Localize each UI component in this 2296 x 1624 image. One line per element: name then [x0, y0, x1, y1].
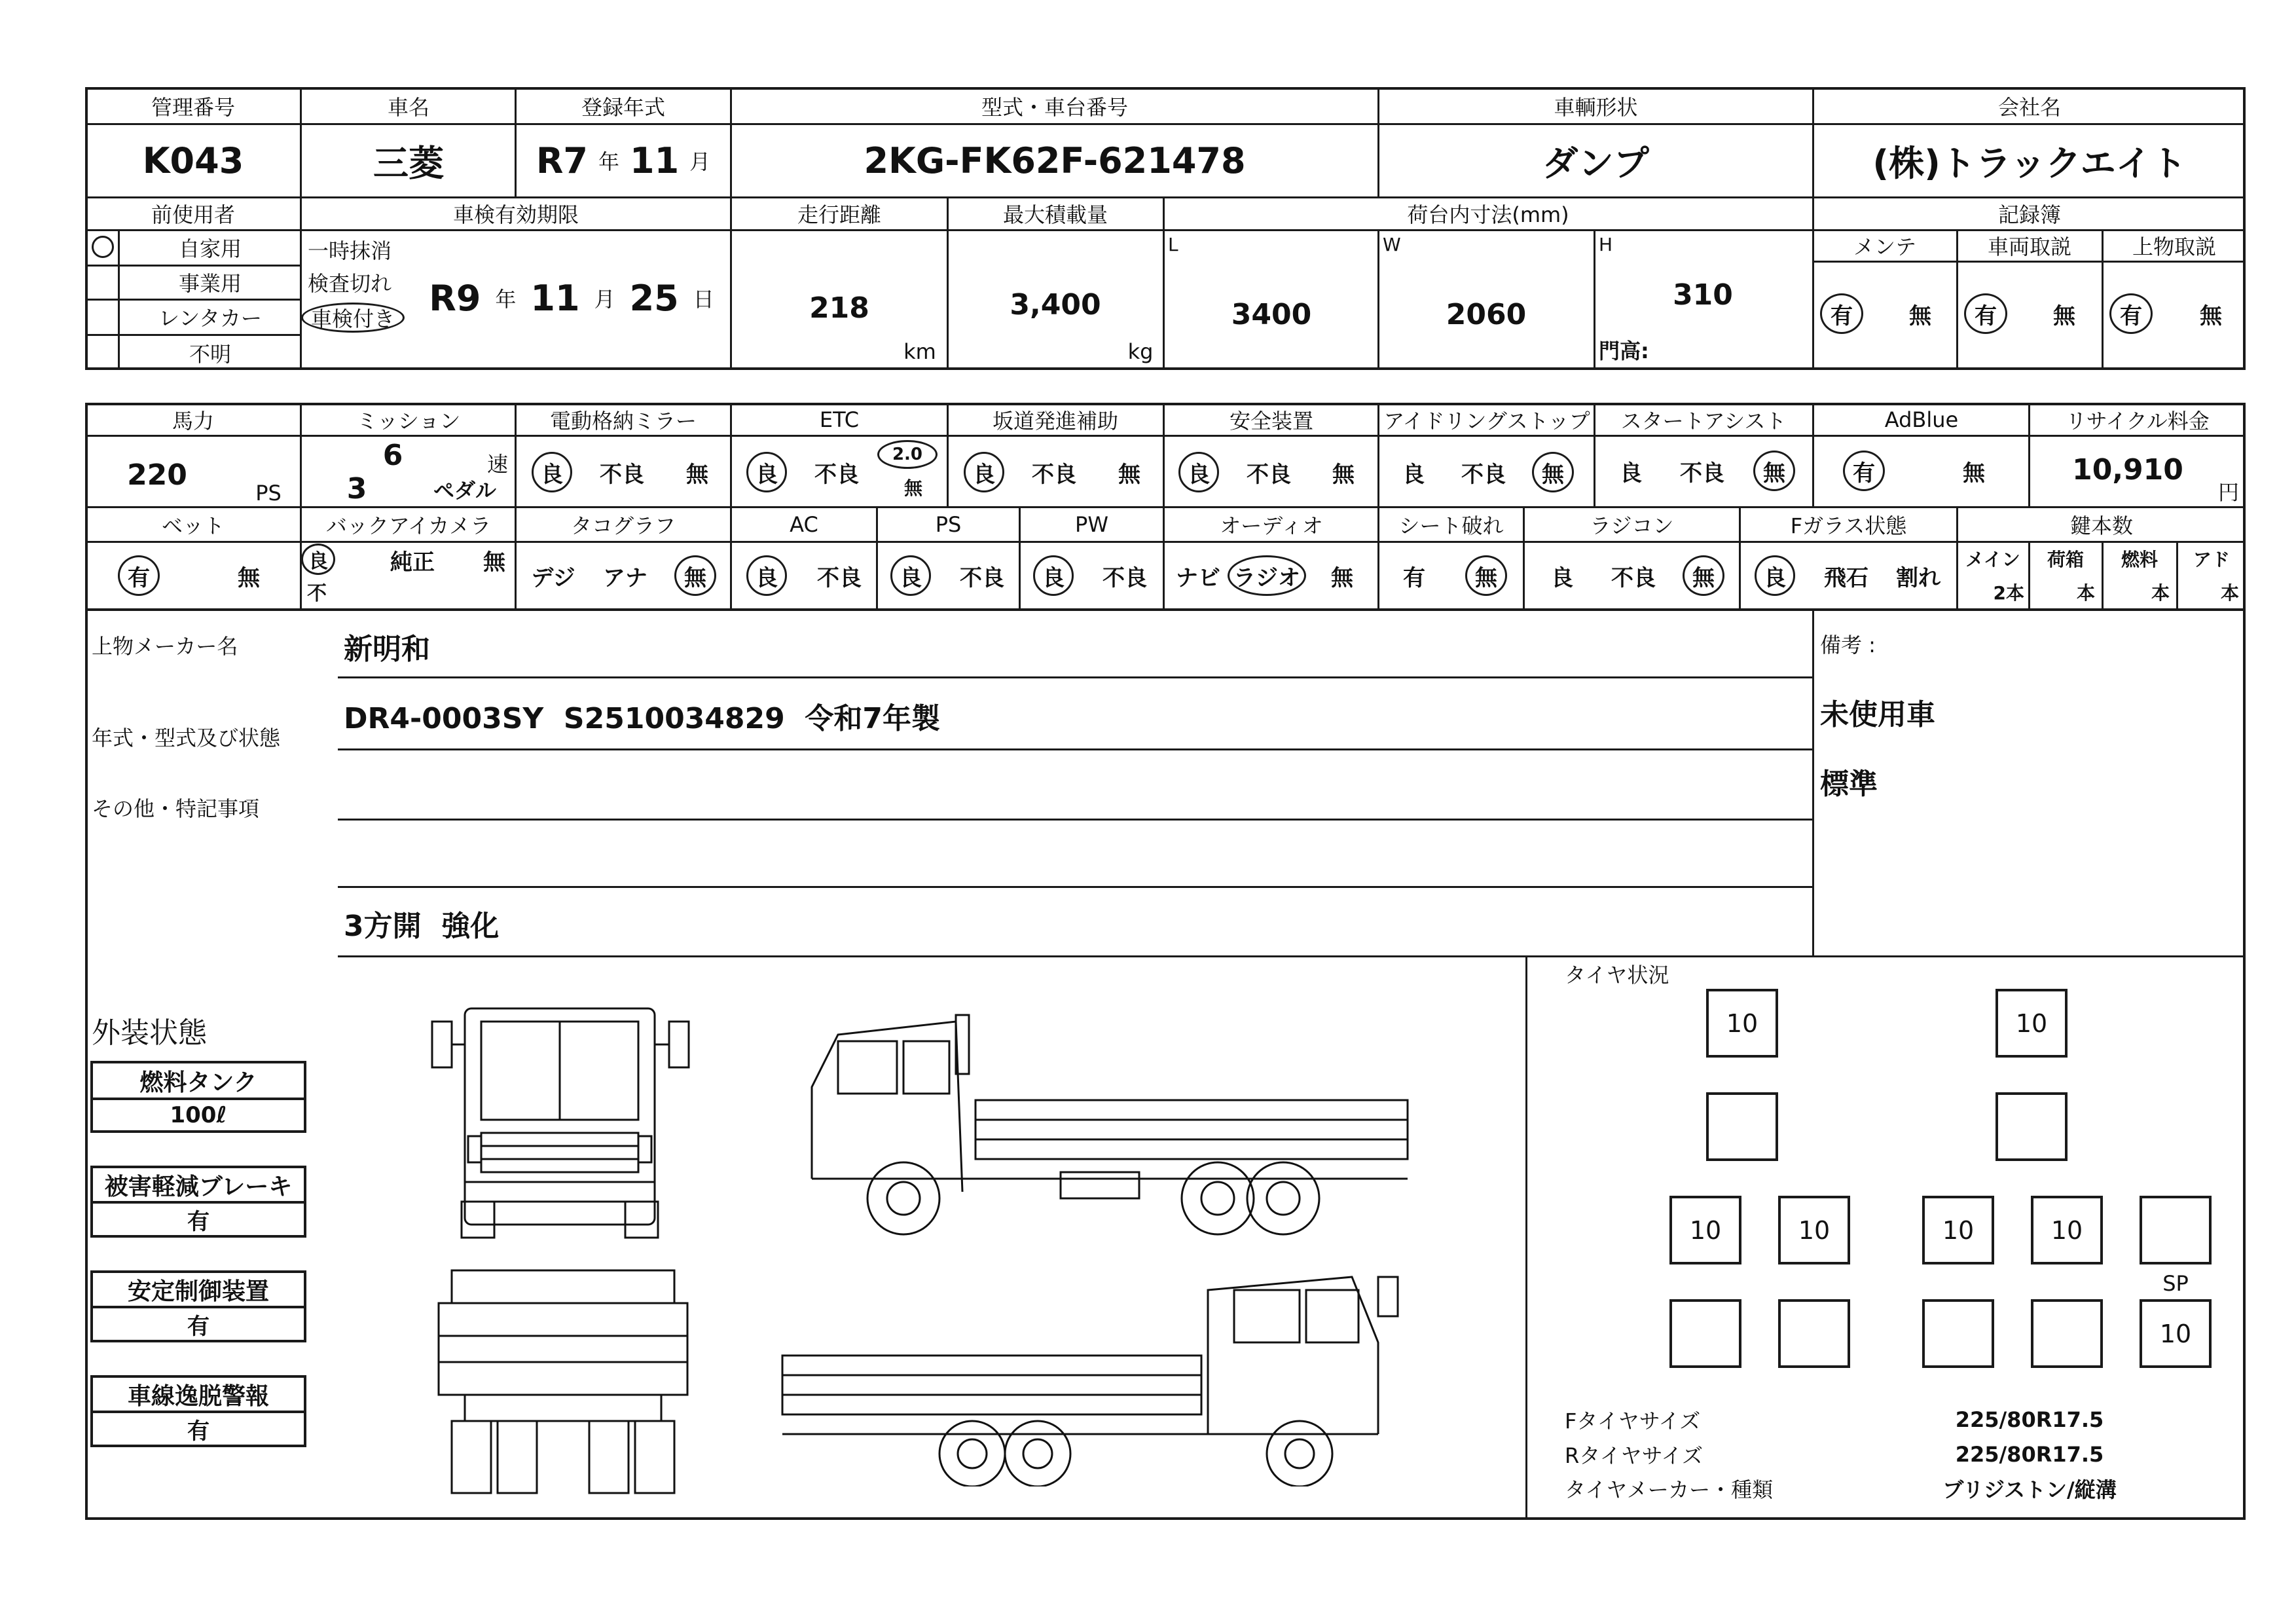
- tire-maker-label: タイヤメーカー・種類: [1565, 1477, 1774, 1502]
- label-year-model: 年式・型式及び状態: [92, 726, 281, 750]
- max-load-value: 3,400: [1010, 287, 1101, 322]
- tire-maker-value: ブリジストン/縦溝: [1942, 1477, 2117, 1502]
- inspection-month-unit: 月: [594, 287, 615, 312]
- tacho-analog: アナ: [603, 564, 647, 591]
- etc-none: 無: [903, 477, 922, 499]
- mirror-bad: 不良: [600, 461, 644, 488]
- truck-left-side-diagram: [799, 1008, 1421, 1244]
- divider: [85, 541, 2246, 543]
- safety-none: 無: [1332, 461, 1355, 488]
- camera-good: 良: [301, 544, 335, 575]
- inspection-year-unit: 年: [495, 287, 517, 312]
- glass-good: 良: [1755, 555, 1795, 596]
- tire-r-size-value: 225/80R17.5: [1955, 1442, 2104, 1467]
- tire-box-empty: [1778, 1299, 1850, 1368]
- start-good: 良: [1620, 460, 1642, 487]
- tire-box-empty: [1706, 1092, 1778, 1161]
- inspection-day-unit: 日: [693, 287, 714, 312]
- tire-f-size-label: Fタイヤサイズ: [1565, 1409, 1701, 1433]
- mission-pedal-unit: ペダル: [433, 478, 496, 503]
- keys-fuel-label: 燃料: [2121, 549, 2158, 570]
- audio-none: 無: [1331, 564, 1353, 591]
- records-vehicle-manual-no: 無: [2053, 303, 2075, 329]
- tire-rear-inner-right: 10: [1922, 1196, 1994, 1264]
- prev-use-unknown: 不明: [189, 341, 231, 367]
- equip-lane-label: 車線逸脱警報: [90, 1375, 306, 1413]
- etc-bad: 不良: [814, 461, 859, 488]
- tire-box-empty: [2031, 1299, 2103, 1368]
- tire-front-left: 10: [1706, 989, 1778, 1058]
- ac-good: 良: [746, 555, 787, 596]
- truck-right-side-diagram: [776, 1264, 1430, 1486]
- pw-bad: 不良: [1102, 564, 1147, 591]
- ps-bad: 不良: [960, 564, 1004, 591]
- prev-use-private: 自家用: [178, 236, 242, 261]
- ac-bad: 不良: [817, 564, 862, 591]
- keys-main-value: 2本: [1993, 582, 2024, 604]
- divider: [338, 819, 1812, 821]
- bed-yes: 有: [118, 555, 160, 596]
- label-camera: バックアイカメラ: [325, 513, 492, 538]
- prev-use-rental: レンタカー: [158, 306, 262, 331]
- ps-good: 良: [890, 555, 931, 596]
- tire-box-empty: [2140, 1196, 2212, 1264]
- label-tacho: タコグラフ: [570, 513, 676, 538]
- label-model-chassis: 型式・車台番号: [981, 95, 1128, 120]
- camera-genuine: 純正: [390, 549, 435, 576]
- label-recycle: リサイクル料金: [2066, 409, 2210, 434]
- inspection-valid: 車検付き: [301, 303, 405, 333]
- label-start: スタートアシスト: [1620, 409, 1787, 434]
- tire-f-size-value: 225/80R17.5: [1955, 1407, 2104, 1432]
- inspection-expired: 検査切れ: [308, 271, 392, 296]
- mission-gears: 6: [382, 438, 403, 472]
- pw-good: 良: [1033, 555, 1074, 596]
- remote-good: 良: [1551, 564, 1573, 591]
- idle-good: 良: [1402, 461, 1425, 488]
- label-seat: シート破れ: [1398, 513, 1504, 538]
- mission-gear-unit: 速: [486, 452, 508, 477]
- label-company: 会社名: [1997, 95, 2061, 120]
- divider: [85, 435, 2246, 437]
- hp-unit: PS: [255, 481, 282, 506]
- reg-year-unit: 年: [598, 149, 619, 174]
- equip-stability-value: 有: [90, 1308, 306, 1342]
- records-vehicle-manual-label: 車両取説: [1987, 234, 2071, 259]
- bed-W-value: 2060: [1446, 297, 1527, 331]
- seat-yes: 有: [1403, 564, 1425, 591]
- label-idle: アイドリングストップ: [1383, 409, 1590, 434]
- remarks-line-1: 未使用車: [1820, 698, 1935, 731]
- label-mission: ミッション: [356, 409, 461, 434]
- label-mileage: 走行距離: [797, 202, 881, 227]
- inspection-temp-delete: 一時抹消: [308, 238, 392, 263]
- model-chassis-value: 2KG-FK62F-621478: [864, 139, 1246, 181]
- hp-value: 220: [127, 458, 187, 492]
- adblue-yes: 有: [1843, 451, 1885, 491]
- tire-rear-inner-left: 10: [1778, 1196, 1850, 1264]
- adblue-none: 無: [1963, 460, 1985, 487]
- label-reg-year: 登録年式: [581, 95, 665, 120]
- idle-none: 無: [1532, 452, 1574, 492]
- label-hp: 馬力: [172, 409, 214, 434]
- tire-rear-outer-right: 10: [2031, 1196, 2103, 1264]
- remarks-line-2: 標準: [1820, 767, 1878, 801]
- tacho-none: 無: [674, 555, 716, 596]
- prev-use-business: 事業用: [178, 271, 242, 296]
- label-adblue: AdBlue: [1884, 407, 1959, 432]
- records-vehicle-manual-yes: 有: [1964, 293, 2007, 334]
- inspection-month: 11: [530, 277, 580, 319]
- other-note-value: 3方開 強化: [344, 910, 500, 943]
- label-hill: 坂道発進補助: [992, 409, 1118, 434]
- label-audio: オーディオ: [1220, 513, 1323, 538]
- camera-bad: 不: [307, 582, 327, 605]
- tire-rear-outer-left: 10: [1669, 1196, 1741, 1264]
- mileage-unit: km: [903, 339, 936, 364]
- bed-gate-height-label: 門高:: [1599, 339, 1649, 363]
- label-mirror: 電動格納ミラー: [549, 409, 697, 434]
- label-remarks: 備考 :: [1820, 633, 1876, 657]
- mirror-none: 無: [686, 461, 708, 488]
- records-body-manual-yes: 有: [2109, 293, 2153, 334]
- keys-ad-label: アド: [2193, 549, 2230, 570]
- reg-month-unit: 月: [689, 149, 711, 174]
- keys-box-label: 荷箱: [2047, 549, 2084, 570]
- bed-H-value: 310: [1673, 278, 1733, 312]
- divider: [1812, 610, 1814, 957]
- equip-lane-value: 有: [90, 1413, 306, 1447]
- records-body-manual-no: 無: [2200, 303, 2222, 329]
- car-name-value: 三菱: [373, 142, 444, 184]
- records-body-manual-label: 上物取説: [2132, 234, 2216, 259]
- equip-brake-label: 被害軽減ブレーキ: [90, 1166, 306, 1204]
- audio-navi: ナビ: [1176, 564, 1220, 591]
- year-model-value: DR4-0003SY S2510034829 令和7年製: [344, 702, 941, 735]
- bed-L-value: 3400: [1231, 297, 1312, 331]
- label-remote: ラジコン: [1590, 513, 1674, 538]
- reg-year-value: [516, 124, 731, 196]
- records-maintenance-label: メンテ: [1853, 234, 1916, 259]
- hill-none: 無: [1118, 461, 1140, 488]
- label-pw: PW: [1075, 511, 1108, 537]
- label-body-maker: 上物メーカー名: [92, 634, 238, 659]
- bed-H-label: H: [1599, 233, 1613, 255]
- tire-r-size-label: Rタイヤサイズ: [1565, 1443, 1704, 1468]
- camera-none: 無: [483, 549, 505, 576]
- recycle-value: 10,910: [2072, 452, 2183, 487]
- remote-none: 無: [1683, 555, 1724, 596]
- mgmt-no-value: K043: [142, 139, 244, 181]
- bed-none: 無: [238, 564, 260, 591]
- label-safety: 安全装置: [1229, 409, 1313, 434]
- mirror-good: 良: [532, 452, 572, 492]
- records-maintenance-no: 無: [1909, 303, 1931, 329]
- label-bed: ベット: [161, 513, 225, 538]
- hill-good: 良: [964, 452, 1004, 492]
- tire-front-right: 10: [1995, 989, 2068, 1058]
- safety-bad: 不良: [1247, 461, 1291, 488]
- truck-rear-view-diagram: [426, 1257, 701, 1506]
- divider: [1525, 955, 1527, 1520]
- records-maintenance-yes: 有: [1820, 293, 1863, 334]
- label-bed-dims: 荷台内寸法(mm): [1407, 202, 1569, 227]
- inspection-date: [412, 275, 731, 321]
- divider: [338, 676, 1812, 678]
- divider: [338, 886, 1812, 888]
- reg-month: 11: [630, 139, 680, 181]
- label-prev-use: 前使用者: [151, 202, 235, 227]
- label-etc: ETC: [819, 407, 860, 432]
- audio-radio: ラジオ: [1228, 555, 1306, 596]
- idle-bad: 不良: [1461, 461, 1506, 488]
- hill-bad: 不良: [1032, 461, 1076, 488]
- label-mgmt-no: 管理番号: [151, 95, 235, 120]
- mileage-value: 218: [809, 291, 869, 325]
- divider: [1813, 261, 2246, 263]
- exterior-title: 外装状態: [92, 1016, 207, 1050]
- label-car-name: 車名: [387, 95, 429, 120]
- etc-2-0: 2.0: [877, 440, 938, 469]
- reg-era: R7: [536, 139, 588, 181]
- keys-box-value: 本: [2076, 582, 2095, 604]
- company-value: (株)トラックエイト: [1872, 142, 2187, 184]
- label-max-load: 最大積載量: [1002, 202, 1108, 227]
- tire-title: タイヤ状況: [1565, 963, 1669, 987]
- max-load-unit: kg: [1127, 339, 1154, 364]
- tacho-digital: デジ: [531, 564, 575, 591]
- start-none: 無: [1753, 451, 1795, 491]
- seat-none: 無: [1465, 555, 1507, 596]
- glass-chip: 飛石: [1824, 564, 1868, 591]
- label-records: 記録簿: [1997, 202, 2061, 227]
- equip-stability-label: 安定制御装置: [90, 1270, 306, 1308]
- equip-fuel-tank-value: 100ℓ: [90, 1100, 306, 1133]
- label-keys: 鍵本数: [2069, 513, 2133, 538]
- label-body-shape: 車輌形状: [1554, 95, 1638, 120]
- divider: [338, 955, 1525, 957]
- recycle-unit: 円: [2217, 480, 2239, 505]
- divider: [338, 748, 1812, 750]
- label-inspection: 車検有効期限: [452, 202, 579, 227]
- label-glass: Fガラス状態: [1790, 513, 1907, 538]
- label-other: その他・特記事項: [92, 796, 260, 821]
- label-ps: PS: [935, 511, 962, 537]
- tire-box-empty: [1995, 1092, 2068, 1161]
- etc-good: 良: [746, 452, 787, 492]
- body-shape-value: ダンプ: [1542, 142, 1649, 184]
- tire-box-empty: [1922, 1299, 1994, 1368]
- mission-pedals: 3: [346, 471, 367, 506]
- label-ac: AC: [790, 511, 818, 537]
- equip-fuel-tank-label: 燃料タンク: [90, 1061, 306, 1100]
- equip-brake-value: 有: [90, 1204, 306, 1238]
- bed-W-label: W: [1383, 233, 1401, 255]
- bed-L-label: L: [1168, 233, 1178, 255]
- keys-ad-value: 本: [2220, 582, 2239, 604]
- inspection-era: R9: [429, 277, 481, 319]
- body-maker-value: 新明和: [344, 633, 430, 666]
- remote-bad: 不良: [1611, 564, 1656, 591]
- tire-spare: 10: [2140, 1299, 2212, 1368]
- keys-fuel-value: 本: [2151, 582, 2170, 604]
- safety-good: 良: [1178, 452, 1219, 492]
- truck-front-view-diagram: [426, 995, 701, 1244]
- tire-spare-label: SP: [2162, 1271, 2189, 1296]
- prev-use-selected-mark: [92, 236, 114, 258]
- glass-crack: 割れ: [1896, 564, 1941, 591]
- keys-main-label: メイン: [1965, 549, 2020, 570]
- inspection-day: 25: [629, 277, 679, 319]
- start-bad: 不良: [1680, 460, 1724, 487]
- tire-box-empty: [1669, 1299, 1741, 1368]
